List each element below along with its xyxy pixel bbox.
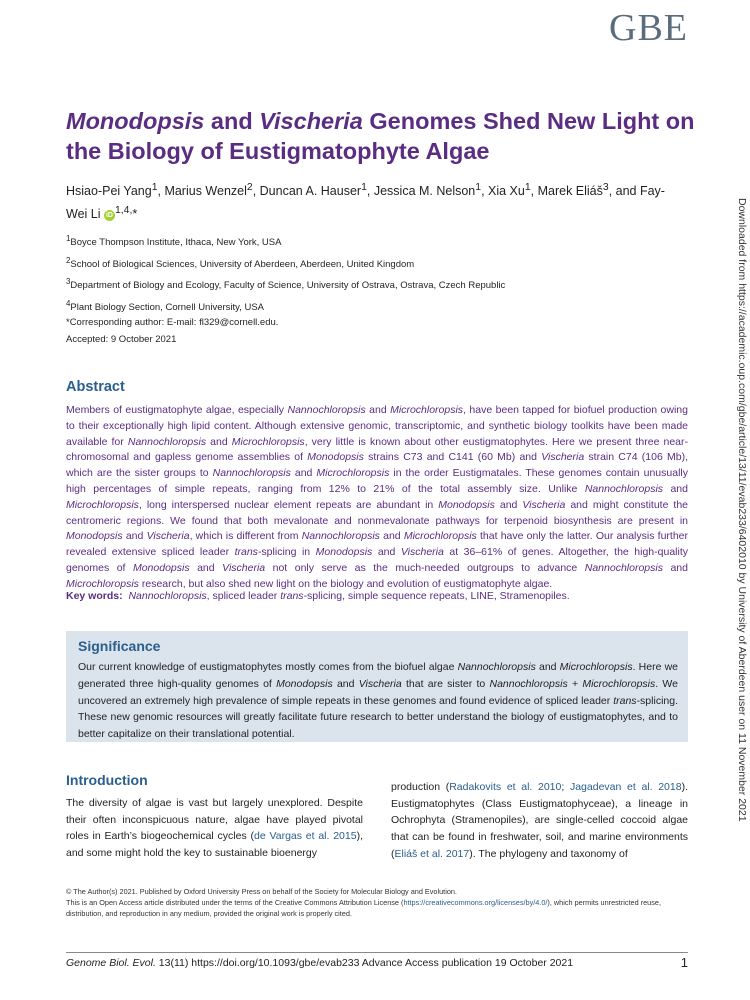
correspondence-block xyxy=(66,314,278,348)
article-title: Monodopsis and Vischeria Genomes Shed New Light on the Biology of Eustigmatophyte Algae xyxy=(66,108,695,164)
page-number: 1 xyxy=(680,955,688,970)
abstract-heading: Abstract xyxy=(66,379,125,395)
author-list: Hsiao-Pei Yang$^1$, Marius Wenzel$^2$, Duncan A. Hauser$^1$, Jessica M. Nelson$^1$, Xia Xu$^1$, Marek Eliáš$^3$, and Fay-Wei Li iD $^{1,4,}$* xyxy=(66,182,665,222)
footer-citation: Genome Biol. Evol. 13(11) https://doi.org/10.1093/gbe/evab233 Advance Access publication 19 October 2021 xyxy=(66,957,574,969)
license-notice: © The Author(s) 2021. Published by Oxford University Press on behalf of the Society for Molecular Biology and Evolution. This is an Open Access article distributed under the terms of the Creative Commons Attribution License (https://creativecommons.org/licenses/by/4.0/), which permits unrestricted reuse, distribution, and reproduction in any medium, provided the original work is properly cited. xyxy=(66,887,661,918)
intro-left-column: The diversity of algae is vast but largely unexplored. Despite their often inconspicuous nature, algae have played pivotal roles in Earth’s biogeochemical cycles (de Vargas et al. 2015), and some might hold the key to sustainable bioenergy xyxy=(66,797,364,860)
introduction-heading: Introduction xyxy=(66,772,148,788)
citation-link[interactable]: Jagadevan et al. 2018 xyxy=(569,781,682,793)
citation-link[interactable]: Radakovits et al. 2010 xyxy=(449,781,562,793)
journal-logo: GBE xyxy=(609,7,688,49)
affiliation-item: $^1$Boyce Thompson Institute, Ithaca, New York, USA xyxy=(66,234,282,249)
keywords: Key words: Nannochloropsis, spliced leader trans-splicing, simple sequence repeats, LINE, Stramenopiles. xyxy=(66,590,570,602)
accepted-date: Accepted: 9 October 2021 xyxy=(66,334,177,345)
affiliation-item: $^4$Plant Biology Section, Cornell University, USA xyxy=(66,298,265,314)
orcid-icon[interactable]: iD xyxy=(105,211,113,219)
corresponding-author: *Corresponding author: E-mail: fl329@cornell.edu. xyxy=(66,317,279,328)
affiliation-item: $^3$Department of Biology and Ecology, Faculty of Science, University of Ostrava, Ostrava, Czech Republic xyxy=(66,277,506,292)
affiliation-item: $^2$School of Biological Sciences, University of Aberdeen, Aberdeen, United Kingdom xyxy=(66,255,415,270)
intro-right-column: production (Radakovits et al. 2010; Jagadevan et al. 2018). Eustigmatophytes (Class Eustigmatophyceae), a lineage in Ochrophyta (Stramenopiles), are single-celled coccoid algae that can be found in freshwater, soil, and marine environments (Eliáš et al. 2017). The phylogeny and taxonomy of xyxy=(391,781,688,860)
citation-link[interactable]: de Vargas et al. 2015 xyxy=(254,830,357,843)
significance-heading: Significance xyxy=(78,638,161,654)
download-watermark: Downloaded from https://academic.oup.com/gbe/article/13/11/evab233/6402010 by University of Aberdeen user on 11 November 2021 xyxy=(736,198,748,822)
affiliations xyxy=(66,230,505,317)
citation-link[interactable]: Eliáš et al. 2017 xyxy=(394,847,470,860)
license-link[interactable]: https://creativecommons.org/licenses/by/4.0/ xyxy=(403,898,548,907)
abstract-text: Members of eustigmatophyte algae, especially Nannochloropsis and Microchloropsis, have been tapped for biofuel production owing to their exceptionally high lipid content. Although extensive genomic, transcriptomic, and synthetic biology toolkits have been made available for Nannochloropsis and Microchloropsis, very little is known about other eustigmatophytes. Here we present three near-chromosomal and gapless genome assemblies of Monodopsis strains C73 and C141 (60 Mb) and Vischeria strain C74 (106 Mb), which are the sister groups to Nannochloropsis and Microchloropsis in the order Eustigmatales. These genomes contain unusually high percentages of simple repeats, ranging from 12% to 21% of the total assembly size. Unlike Nannochloropsis and Microchloropsis, long interspersed nuclear element repeats are abundant in Monodopsis and Vischeria and might constitute the centromeric regions. We found that both mevalonate and nonmevalonate pathways for terpenoid biosynthesis are present in Monodopsis and Vischeria, which is different from Nannochloropsis and Microchloropsis that have only the latter. Our analysis further revealed extensive spliced leader trans-splicing in Monodopsis and Vischeria at 36–61% of genes. Altogether, the high-quality genomes of Monodopsis and Vischeria not only serve as the much-needed outgroups to advance Nannochloropsis and Microchloropsis research, but also shed new light on the biology and evolution of eustigmatophyte algae. xyxy=(66,404,689,590)
significance-text: Our current knowledge of eustigmatophytes mostly comes from the biofuel algae Nannochloropsis and Microchloropsis. Here we generated three high-quality genomes of Monodopsis and Vischeria that are sister to Nannochloropsis + Microchloropsis. We uncovered an extremely high prevalence of simple repeats in these genomes and found evidence of spliced leader trans-splicing. These new genomic resources will greatly facilitate future research to better understand the biology of eustigmatophytes, and to better capitalize on their translational potential. xyxy=(78,661,678,741)
footer-divider xyxy=(66,952,688,953)
significance-box xyxy=(66,631,688,742)
